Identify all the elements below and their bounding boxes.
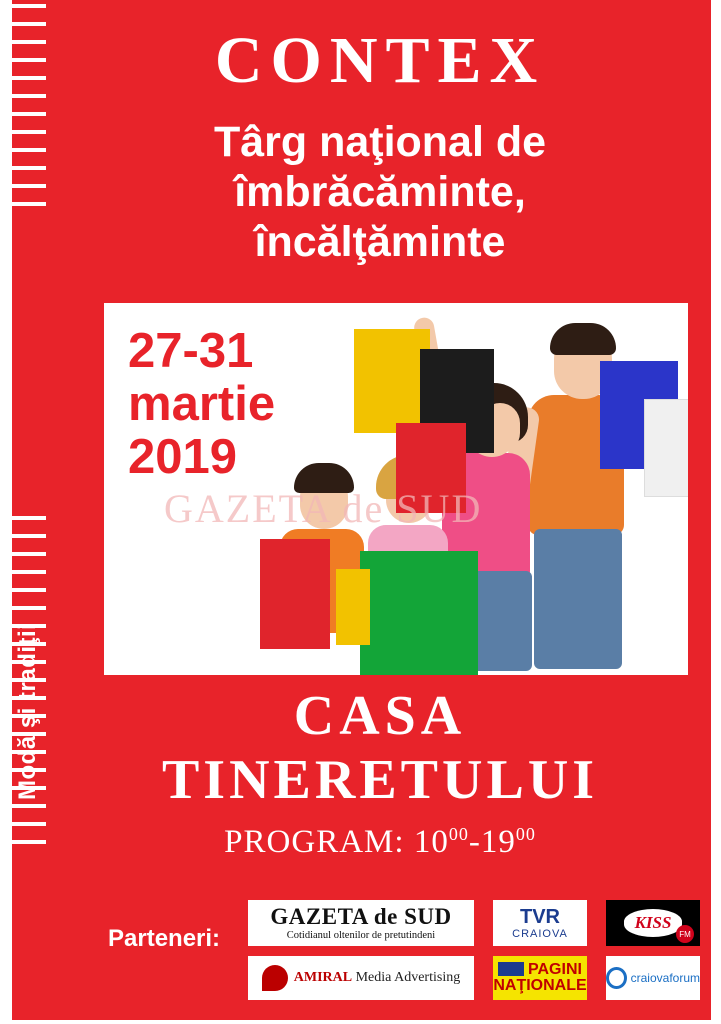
- side-slogan: Modă şi tradiţii: [14, 622, 41, 800]
- tvr-title: TVR: [519, 905, 560, 928]
- program-close-minutes: 00: [515, 824, 536, 844]
- event-dates: [128, 325, 275, 484]
- subtitle-line-1: Târg naţional de: [213, 118, 547, 166]
- page-title: CONTEX: [214, 24, 546, 97]
- partner-logo-craiovaforum[interactable]: [606, 956, 700, 1000]
- program-open-minutes: 00: [448, 824, 469, 844]
- bag-yellow: [354, 329, 430, 433]
- partners-label: Parteneri:: [108, 925, 221, 952]
- pagini-bar-icon: [498, 962, 524, 976]
- amiral-mark-icon: [262, 965, 288, 991]
- bag-green: [360, 551, 478, 675]
- pagini-tagline: NAŢIONALE: [493, 977, 587, 994]
- kiss-title: KISS: [634, 913, 672, 932]
- date-line-1: 27-31: [128, 324, 254, 378]
- program-hours: [60, 824, 700, 861]
- partner-logo-gazeta-de-sud[interactable]: [248, 900, 474, 946]
- right-white-margin: [711, 0, 721, 1024]
- venue-line-1: CASA: [293, 685, 467, 747]
- date-line-3: 2019: [128, 429, 238, 484]
- venue-line-2: TINERETULUI: [161, 749, 599, 811]
- family-shopping-photo: [104, 303, 688, 675]
- amiral-title: AMIRAL: [293, 970, 353, 985]
- kiss-fm-badge: FM: [676, 925, 694, 943]
- craiovaforum-title: craiovaforum: [630, 971, 700, 985]
- program-separator: -: [468, 824, 481, 860]
- partner-logo-pagini-nationale[interactable]: [493, 956, 587, 1000]
- gazeta-title: GAZETA de SUD: [270, 903, 452, 929]
- kiss-lips-icon: [624, 909, 682, 937]
- decorative-tick-marks: [12, 0, 46, 1024]
- program-label: PROGRAM:: [224, 824, 405, 860]
- craiovaforum-mark-icon: [606, 967, 627, 989]
- bag-white: [644, 399, 688, 497]
- subtitle-line-2: îmbrăcăminte,: [234, 167, 526, 216]
- bag-yellow-small: [336, 569, 370, 645]
- date-line-2: martie: [128, 376, 276, 431]
- partner-logo-kiss-fm[interactable]: [606, 900, 700, 946]
- man-jeans: [534, 529, 622, 669]
- pagini-title: PAGINI: [493, 962, 586, 978]
- watermark: GAZETA de SUD: [164, 486, 483, 531]
- page-subtitle: [70, 118, 690, 268]
- amiral-text: [294, 970, 460, 986]
- amiral-tagline: Media Advertising: [355, 970, 461, 985]
- partner-logo-tvr-craiova[interactable]: [493, 900, 587, 946]
- subtitle-line-3: încălţăminte: [254, 217, 506, 266]
- man-hair: [550, 323, 616, 355]
- tvr-tagline: CRAIOVA: [512, 927, 568, 940]
- partner-logos: [240, 898, 700, 1016]
- bag-red-large: [260, 539, 330, 649]
- gazeta-tagline: Cotidianul oltenilor de pretutindeni: [286, 929, 436, 941]
- partner-logo-amiral[interactable]: [248, 956, 474, 1000]
- program-close-hour: 19: [480, 824, 516, 860]
- left-white-margin: [0, 0, 12, 1024]
- bottom-white-margin: [0, 1020, 721, 1024]
- program-open-hour: 10: [413, 824, 449, 860]
